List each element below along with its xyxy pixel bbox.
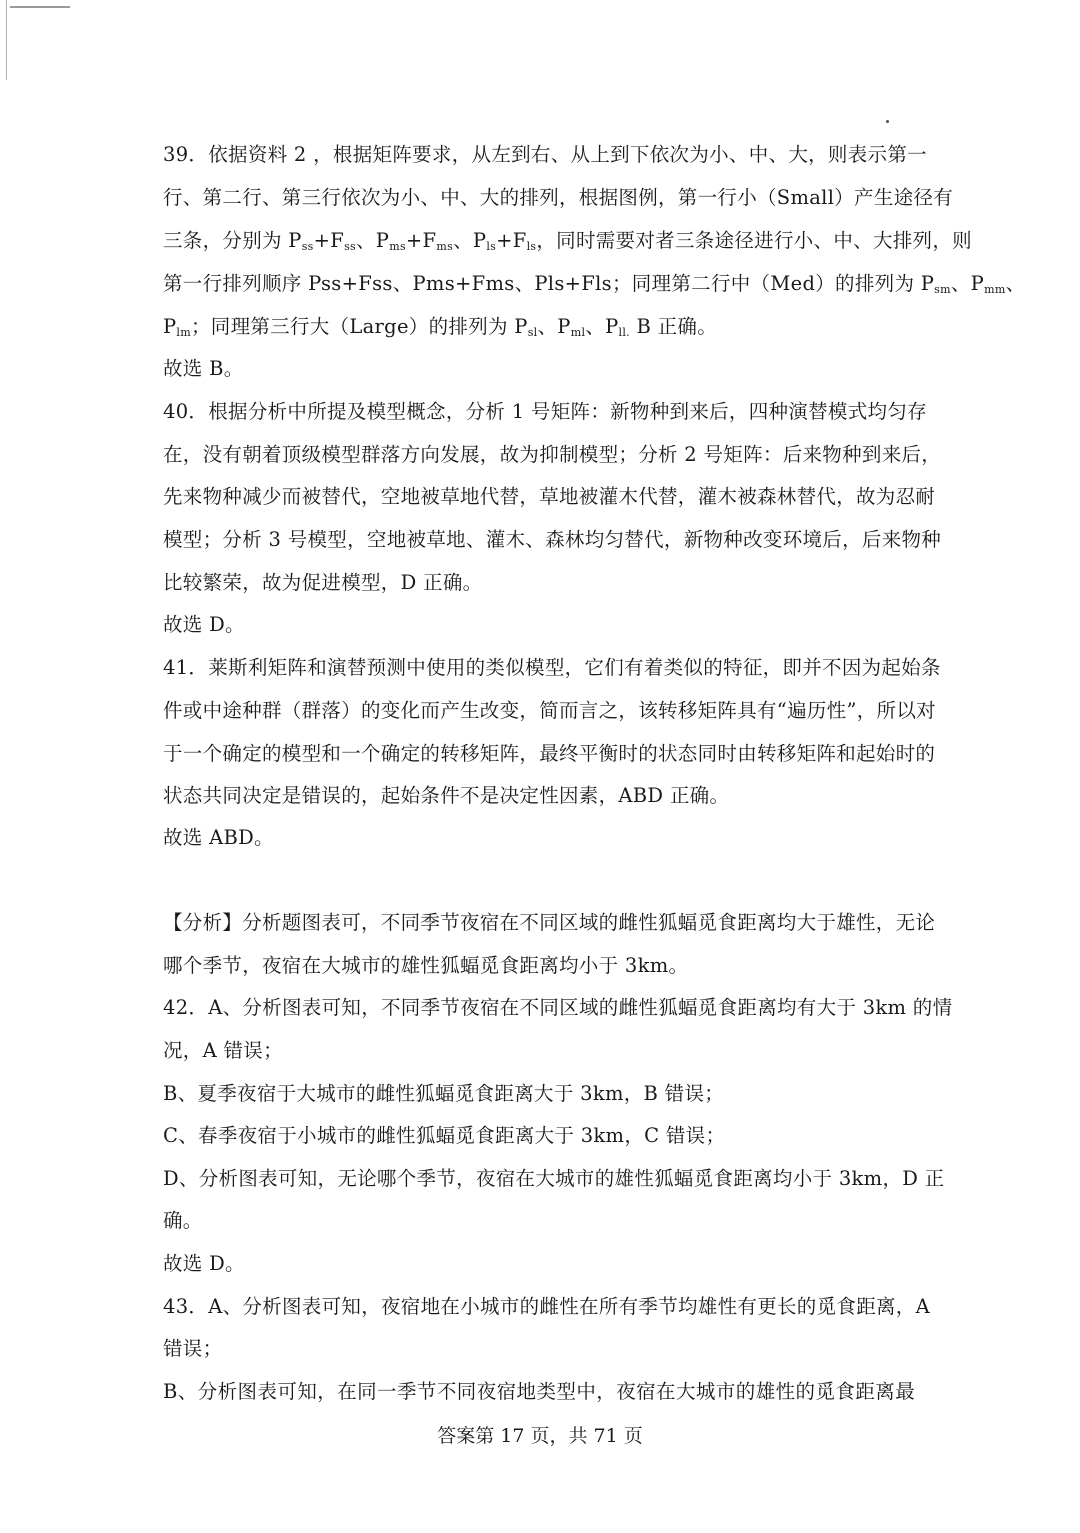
q40-line-4: 模型；分析 3 号模型，空地被草地、灌木、森林均匀替代，新物种改变环境后，后来物种	[163, 528, 942, 551]
page-footer: 答案第 17 页，共 71 页	[437, 1425, 643, 1447]
q41-line-4: 状态共同决定是错误的，起始条件不是决定性因素，ABD 正确。	[163, 784, 730, 807]
q43-option-b: B、分析图表可知，在同一季节不同夜宿地类型中，夜宿在大城市的雄性的觅食距离最	[163, 1380, 915, 1403]
analysis-line-2: 哪个季节，夜宿在大城市的雄性狐蝠觅食距离均小于 3km。	[163, 954, 689, 977]
q42-option-d-line-2: 确。	[163, 1209, 203, 1232]
q42-option-d-line-1: D、分析图表可知，无论哪个季节，夜宿在大城市的雄性狐蝠觅食距离均小于 3km，D 正	[163, 1167, 945, 1190]
q39-line-2: 行、第二行、第三行依次为小、中、大的排列，根据图例，第一行小（Small）产生途径有	[163, 186, 954, 209]
q39-line-3: 三条，分别为 $P_{ss}+F_{ss}$、$P_{ms}+F_{ms}$、$P_{ls}+F_{ls}$，同时需要对者三条途径进行小、中、大排列，则	[163, 229, 972, 253]
q42-line-2: 况，A 错误；	[163, 1039, 283, 1062]
q42-line-1: 42．A、分析图表可知，不同季节夜宿在不同区域的雌性狐蝠觅食距离均有大于 3km 的情	[163, 996, 953, 1019]
q39-line-1: 39．依据资料 2 ，根据矩阵要求，从左到右、从上到下依次为小、中、大，则表示第一	[163, 143, 927, 166]
scan-artifact-top	[10, 6, 70, 8]
q43-line-1: 43．A、分析图表可知，夜宿地在小城市的雌性在所有季节均雄性有更长的觅食距离，A	[163, 1295, 930, 1318]
q40-line-5: 比较繁荣，故为促进模型，D 正确。	[163, 571, 483, 594]
q41-line-1: 41．莱斯利矩阵和演替预测中使用的类似模型，它们有着类似的特征，即并不因为起始条	[163, 656, 941, 679]
q41-line-3: 于一个确定的模型和一个确定的转移矩阵，最终平衡时的状态同时由转移矩阵和起始时的	[163, 742, 936, 765]
q43-line-2: 错误；	[163, 1337, 223, 1360]
q40-line-2: 在，没有朝着顶级模型群落方向发展，故为抑制模型；分析 2 号矩阵：后来物种到来后，	[163, 443, 942, 466]
q40-answer: 故选 D。	[163, 613, 245, 636]
q40-line-1: 40．根据分析中所提及模型概念，分析 1 号矩阵：新物种到来后，四种演替模式均匀存	[163, 400, 927, 423]
q39-answer: 故选 B。	[163, 357, 244, 380]
q39-line-5: $P_{lm}$；同理第三行大（Large）的排列为 $P_{sl}$、$P_{ml}$、$P_{ll.}$ B 正确。	[163, 315, 717, 339]
scan-artifact-left	[6, 0, 7, 80]
analysis-line-1: 【分析】分析题图表可，不同季节夜宿在不同区域的雌性狐蝠觅食距离均大于雄性，无论	[163, 911, 936, 934]
q39-line-4: 第一行排列顺序 Pss+Fss、Pms+Fms、Pls+Fls；同理第二行中（Med）的排列为 $P_{sm}$、$P_{mm}$、	[163, 272, 1026, 296]
q40-line-3: 先来物种减少而被替代，空地被草地代替，草地被灌木代替，灌木被森林替代，故为忍耐	[163, 485, 936, 508]
q41-answer: 故选 ABD。	[163, 826, 274, 849]
q41-line-2: 件或中途种群（群落）的变化而产生改变，简而言之，该转移矩阵具有“遍历性”，所以对	[163, 699, 936, 722]
q42-answer: 故选 D。	[163, 1252, 245, 1275]
q42-option-b: B、夏季夜宿于大城市的雌性狐蝠觅食距离大于 3km，B 错误；	[163, 1082, 725, 1105]
scan-speck	[886, 120, 889, 123]
q42-option-c: C、春季夜宿于小城市的雌性狐蝠觅食距离大于 3km，C 错误；	[163, 1124, 726, 1147]
